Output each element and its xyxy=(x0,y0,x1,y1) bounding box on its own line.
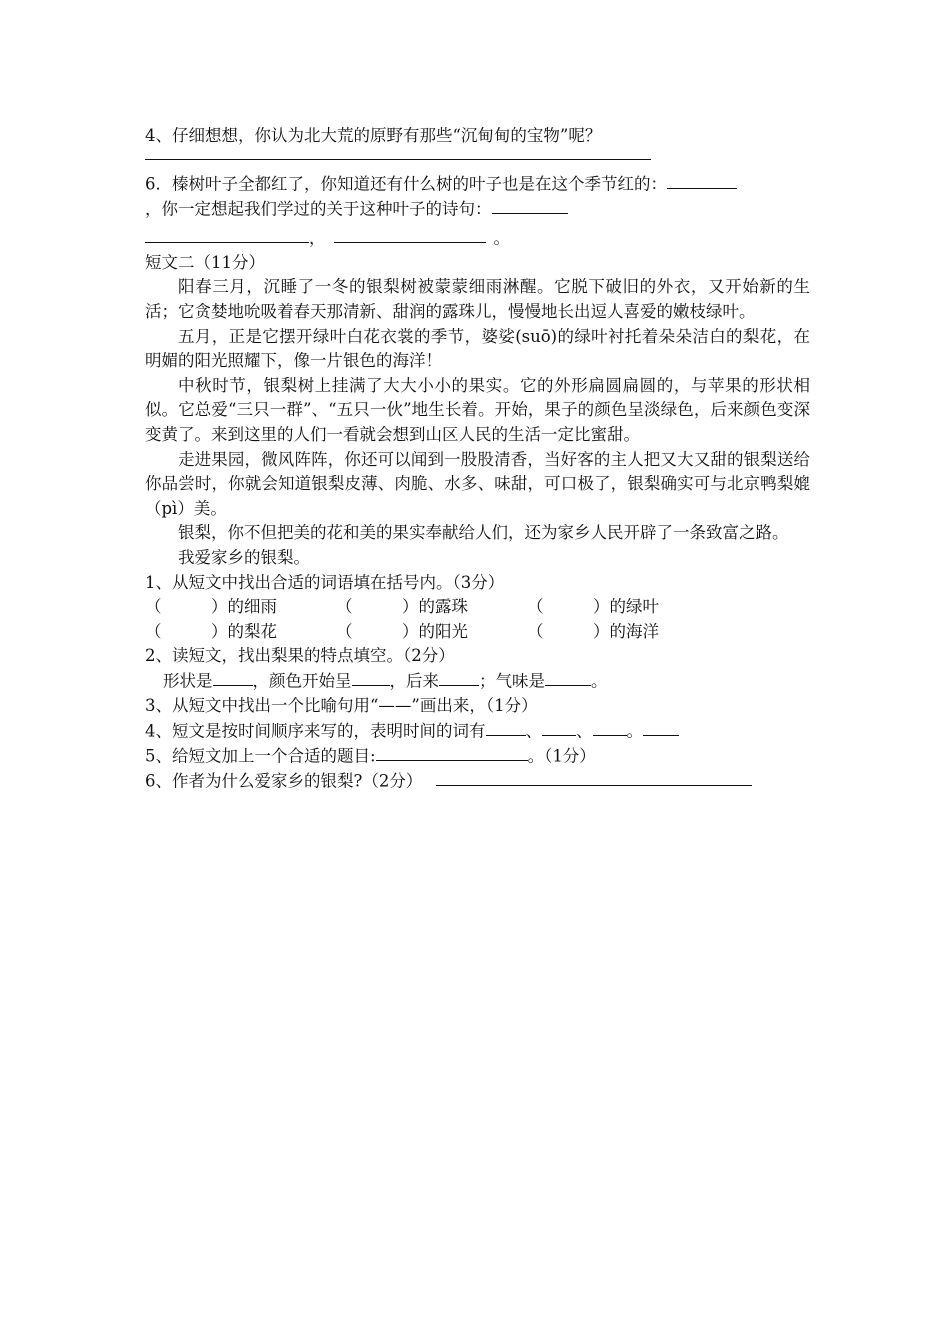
smell-label: ；气味是 xyxy=(479,671,545,691)
question-6-top-text2: ，你一定想起我们学过的关于这种叶子的诗句： xyxy=(145,199,492,219)
question-2-blanks xyxy=(145,669,810,694)
blank-reason xyxy=(436,769,752,787)
answer-blank-poem-1 xyxy=(492,197,568,215)
question-4-top: 4、仔细想想，你认为北大荒的原野有那些“沉甸甸的宝物”呢？ xyxy=(145,126,602,145)
question-4 xyxy=(145,719,810,744)
blank-color-start xyxy=(352,669,390,687)
question-1-row-2 xyxy=(145,620,810,645)
question-2: 2、读短文，找出梨果的特点填空。（2分） xyxy=(145,646,455,666)
period: 。 xyxy=(591,671,608,691)
blank-time-3 xyxy=(593,719,627,737)
blank-smell xyxy=(545,669,591,687)
answer-blank-poem-3 xyxy=(334,226,486,244)
blank-color-later xyxy=(439,669,479,687)
question-6-top-line3 xyxy=(145,226,810,251)
worksheet-page xyxy=(145,124,810,794)
question-5-text: 5、给短文加上一个合适的题目: xyxy=(145,746,376,766)
question-6 xyxy=(145,769,810,794)
blank-time-2 xyxy=(542,719,576,737)
question-4-text: 4、短文是按时间顺序来写的，表明时间的词有 xyxy=(145,721,486,741)
question-1: 1、从短文中找出合适的词语填在括号内。（3分） xyxy=(145,572,505,592)
question-6-top-text: 6．榛树叶子全都红了，你知道还有什么树的叶子也是在这个季节红的： xyxy=(145,174,667,194)
passage-paragraph-4: 走进果园，微风阵阵，你还可以闻到一股股清香，当好客的主人把又大又甜的银梨送给你品尝时，你就会知道银梨皮薄、肉脆、水多、味甜，可口极了，银梨确实可与北京鸭梨媲（pì）美。 xyxy=(145,449,810,518)
answer-blank-tree xyxy=(667,172,737,190)
question-6-text: 6、作者为什么爱家乡的银梨?（2分） xyxy=(145,771,423,791)
comma: ， xyxy=(309,228,326,248)
section-2-title: 短文二（11分） xyxy=(145,252,265,272)
question-1-row-1 xyxy=(145,595,810,620)
question-3: 3、从短文中找出一个比喻句用“——”画出来，（1分） xyxy=(145,696,538,716)
fill-item: （ ）的海洋 xyxy=(527,621,659,641)
period: 。 xyxy=(626,721,643,741)
passage-paragraph-3: 中秋时节，银梨树上挂满了大大小小的果实。它的外形扁圆扁圆的，与苹果的形状相似。它总爱“三只一群”、“五只一伙”地生长着。开始，果子的颜色呈淡绿色，后来颜色变深变黄了。来到这里的人们一看就会想到山区人民的生活一定比蜜甜。 xyxy=(145,375,810,445)
later-label: ，后来 xyxy=(389,671,439,691)
question-5-score: 。（1分） xyxy=(527,746,596,766)
passage-paragraph-2: 五月，正是它摆开绿叶白花衣裳的季节，婆娑(suō)的绿叶衬托着朵朵洁白的梨花，在明媚的阳光照耀下，像一片银色的海洋！ xyxy=(145,326,810,371)
blank-title xyxy=(376,744,528,762)
blank-time-1 xyxy=(486,719,526,737)
separator: 、 xyxy=(576,721,593,741)
fill-item: （ ）的细雨 xyxy=(145,597,277,617)
question-6-top-line1 xyxy=(145,172,810,197)
blank-shape xyxy=(213,669,253,687)
answer-blank-poem-2 xyxy=(145,226,309,244)
separator: 、 xyxy=(525,721,542,741)
shape-label: 形状是 xyxy=(163,671,213,691)
blank-time-4 xyxy=(643,719,679,737)
fill-item: （ ）的绿叶 xyxy=(527,597,659,617)
fill-item: （ ）的露珠 xyxy=(336,597,468,617)
period: 。 xyxy=(493,228,510,248)
color-label: ，颜色开始呈 xyxy=(252,671,352,691)
question-6-top-line2 xyxy=(145,197,810,222)
passage-paragraph-6: 我爱家乡的银梨。 xyxy=(178,548,310,567)
passage-paragraph-1: 阳春三月，沉睡了一冬的银梨树被蒙蒙细雨淋醒。它脱下破旧的外衣，又开始新的生活；它贪婪地吮吸着春天那清新、甜润的露珠儿，慢慢地长出逗人喜爱的嫩枝绿叶。 xyxy=(145,277,810,322)
fill-item: （ ）的阳光 xyxy=(336,621,468,641)
question-5 xyxy=(145,744,810,769)
passage-paragraph-5: 银梨，你不但把美的花和美的果实奉献给人们，还为家乡人民开辟了一条致富之路。 xyxy=(178,523,789,543)
fill-item: （ ）的梨花 xyxy=(145,621,277,641)
